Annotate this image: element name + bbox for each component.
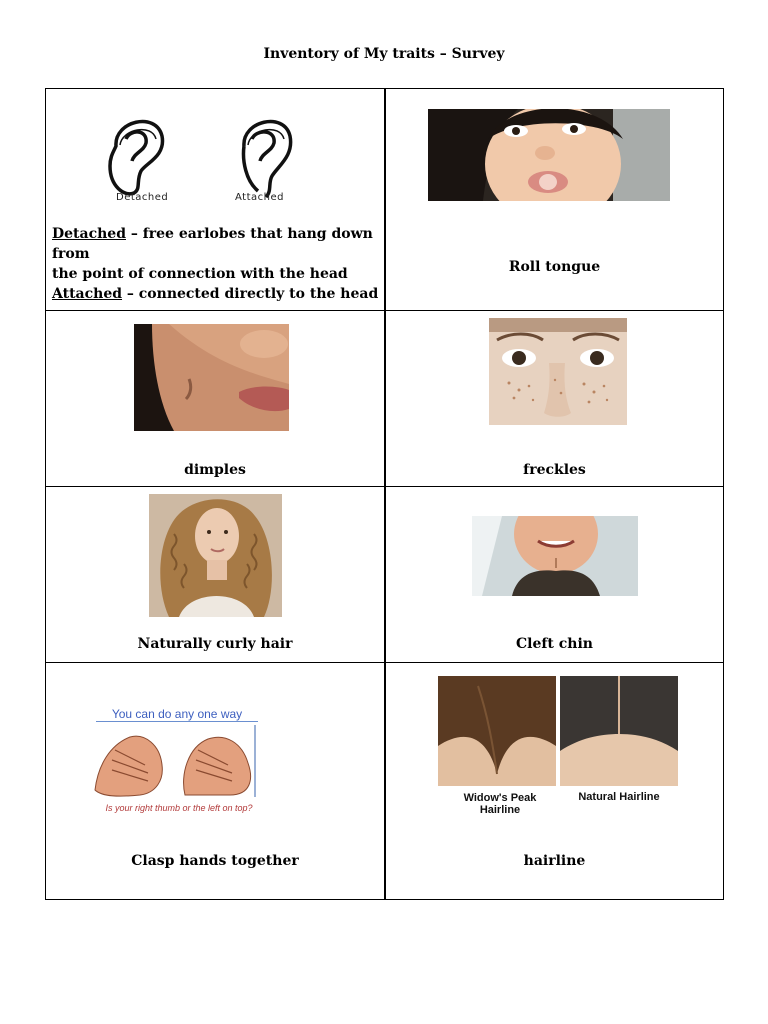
earlobe-cell — [46, 89, 384, 310]
curly-hair-cell — [46, 487, 384, 662]
hairline-cell — [386, 663, 723, 899]
clasp-image-heading: You can do any one way — [96, 707, 258, 722]
detached-image-label: Detached — [116, 192, 169, 203]
freckles-photo — [489, 318, 627, 425]
hairline-caption: hairline — [523, 853, 586, 869]
widows-peak-label: Widow's Peak Hairline — [463, 792, 537, 816]
cleft-chin-caption: Cleft chin — [516, 636, 593, 652]
attached-image-label: Attached — [235, 192, 284, 203]
natural-hairline-label: Natural Hairline — [578, 791, 660, 803]
clasp-hands-caption: Clasp hands together — [131, 853, 299, 869]
cleft-chin-photo — [472, 516, 638, 596]
dimples-photo — [134, 324, 289, 431]
freckles-cell — [386, 311, 723, 486]
roll-tongue-caption: Roll tongue — [508, 259, 601, 275]
hairline-photo — [438, 676, 678, 786]
dimples-caption: dimples — [184, 462, 246, 478]
attached-description — [52, 284, 378, 304]
detached-desc-line-2: the point of connection with the head — [52, 266, 348, 282]
curly-hair-photo — [149, 494, 282, 617]
clasp-hands-cell — [46, 663, 384, 899]
clasp-hands-photo — [90, 725, 256, 797]
attached-desc: – connected directly to the head — [122, 286, 379, 302]
detached-desc-line-1: – free earlobes that hang down from — [52, 226, 373, 262]
page-title: Inventory of My traits – Survey — [263, 46, 505, 62]
roll-tongue-cell — [386, 89, 723, 310]
detached-term: Detached — [52, 226, 126, 242]
dimples-cell — [46, 311, 384, 486]
curly-hair-caption: Naturally curly hair — [137, 636, 293, 652]
roll-tongue-photo — [428, 109, 670, 201]
detached-description — [52, 224, 384, 284]
cleft-chin-cell — [386, 487, 723, 662]
traits-table — [45, 88, 724, 900]
freckles-caption: freckles — [523, 462, 586, 478]
attached-term: Attached — [52, 286, 123, 302]
clasp-image-question: Is your right thumb or the left on top? — [105, 803, 253, 813]
